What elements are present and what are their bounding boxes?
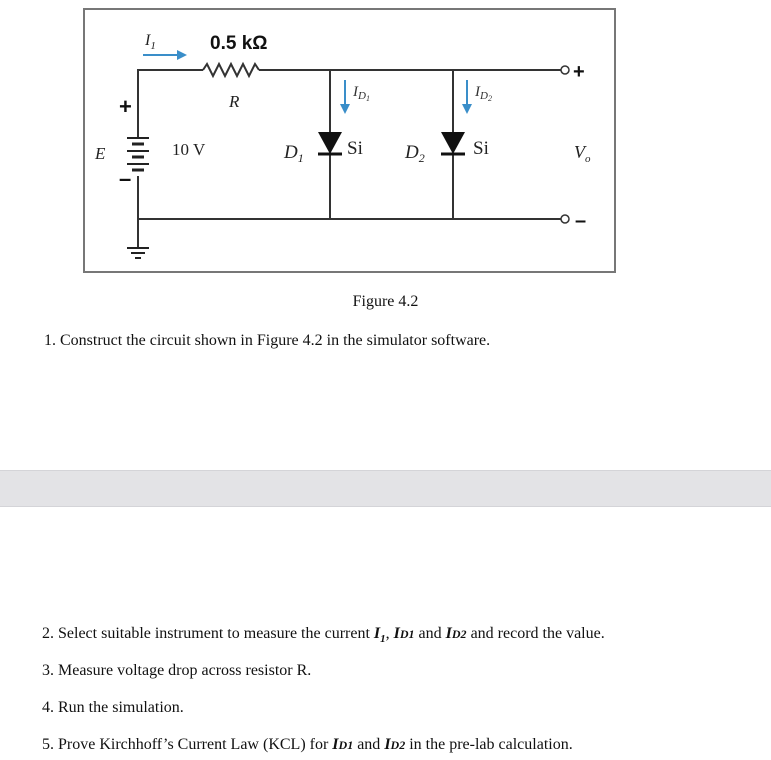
step-1-text: 1. Construct the circuit shown in Figure 4.2 in the simulator software.	[44, 332, 491, 349]
diode1-material: Si	[347, 138, 363, 159]
current-id2-label: $I_D2$	[475, 84, 492, 103]
output-minus-sign: –	[575, 210, 587, 232]
circuit-diagram	[83, 8, 616, 273]
output-terminal-plus	[561, 66, 569, 74]
step-2-text: 2. Select suitable instrument to measure the current $I_1$, ID1 and ID2 and record the value.	[42, 625, 605, 646]
diode2-name: $D_2$	[405, 142, 425, 165]
source-minus-sign: –	[119, 166, 132, 191]
step-3-text: 3. Measure voltage drop across resistor R.	[42, 662, 312, 679]
resistor-name: R	[229, 92, 240, 111]
current-i1-label: $I_1$	[145, 32, 156, 52]
circuit-figure	[83, 8, 616, 273]
current-id1-label: $I_D1$	[353, 84, 370, 103]
source-plus-sign: +	[119, 94, 132, 119]
resistance-value: 0.5 kΩ	[210, 33, 268, 54]
section-divider	[0, 470, 771, 507]
source-value: 10 V	[172, 140, 206, 159]
output-voltage-label: $V_o$	[574, 142, 591, 165]
output-plus-sign: +	[573, 61, 585, 83]
step-5-text: 5. Prove Kirchhoff’s Current Law (KCL) for ID1 and ID2 in the pre-lab calculation.	[42, 736, 573, 753]
source-name: E	[95, 144, 106, 163]
diode1-name: $D_1$	[284, 142, 304, 165]
output-terminal-minus	[561, 215, 569, 223]
figure-caption: Figure 4.2	[352, 293, 419, 310]
diode2-material: Si	[473, 138, 489, 159]
step-4-text: 4. Run the simulation.	[42, 699, 184, 716]
